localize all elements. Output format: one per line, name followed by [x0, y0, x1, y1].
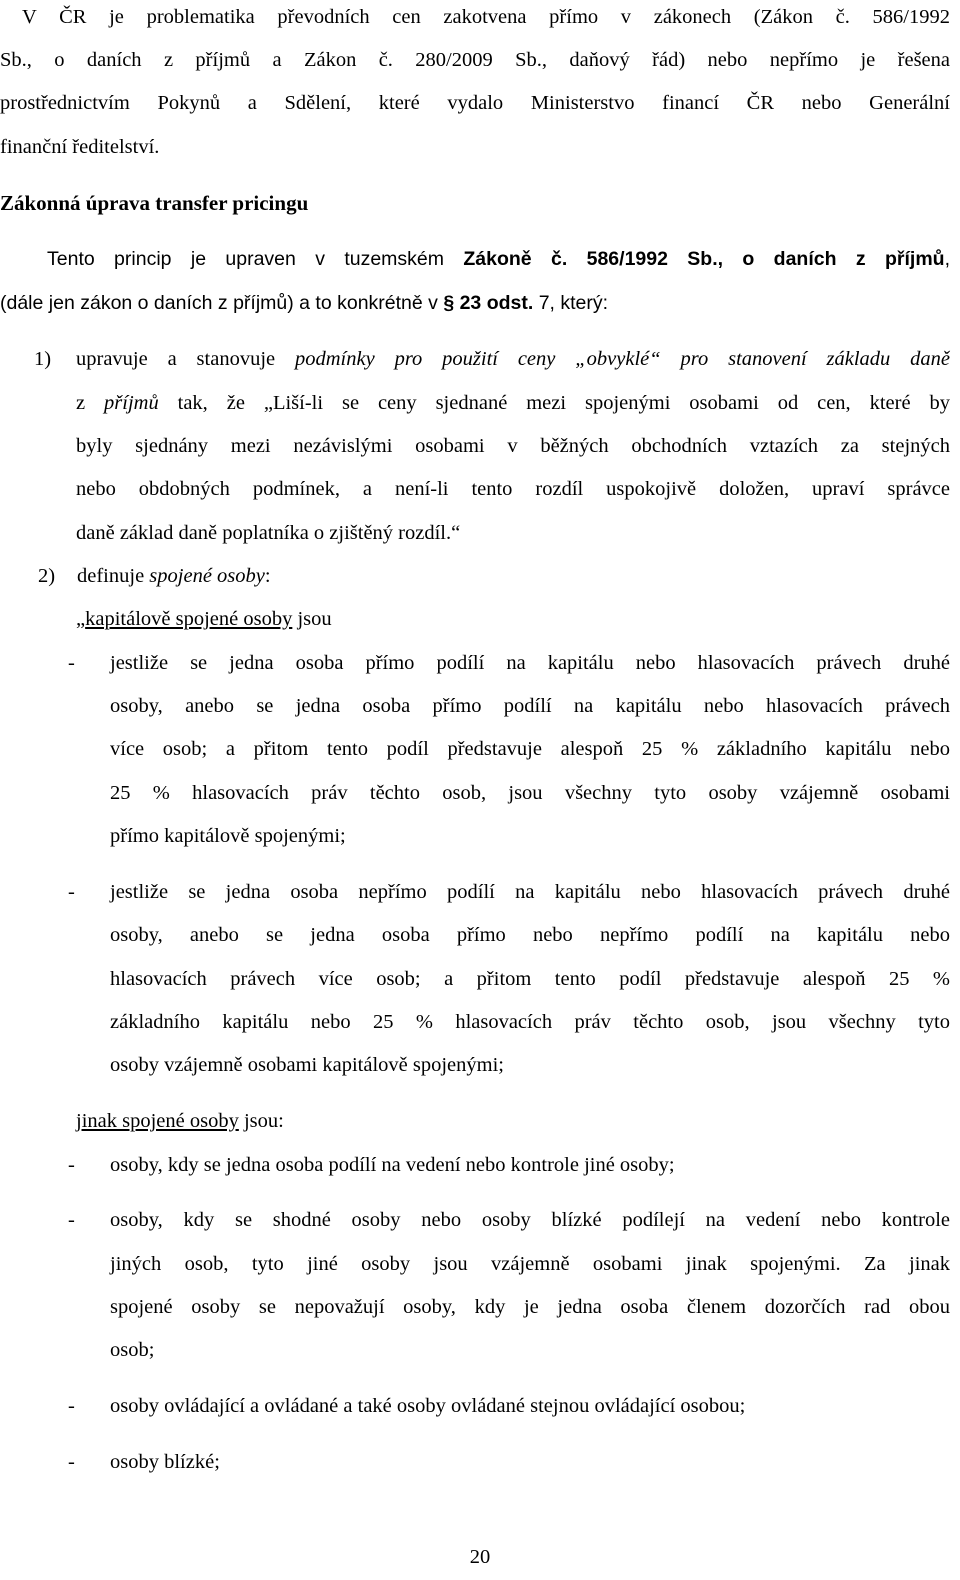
section-heading: Zákonná úprava transfer pricingu [0, 191, 309, 215]
text-line: V ČR je problematika převodních cen zakotvena přímo v zákonech (Zákon č. 586/1992 [22, 6, 950, 28]
text-line: jiných osob, tyto jiné osoby jsou vzájemně osobami jinak spojenými. Za jinak [110, 1253, 950, 1275]
item-number: 2) [38, 565, 56, 587]
text-run: upravuje a stanovuje [76, 348, 295, 370]
bullet-dash: - [68, 1209, 75, 1231]
text-line: přímo kapitálově spojenými; [110, 825, 346, 847]
emphasis: příjmů [104, 392, 159, 414]
bullet-dash: - [68, 1154, 75, 1176]
subheading [76, 1108, 284, 1134]
text-run: jsou: [238, 1110, 284, 1132]
emphasis: spojené osoby [149, 565, 265, 587]
text-line: základního kapitálu nebo 25 % hlasovacích práv těchto osob, jsou všechny tyto [110, 1011, 950, 1033]
text-line: spojené osoby se nepovažují osoby, kdy je jedna osoba členem dozorčích rad obou [110, 1296, 950, 1318]
text-run: Tento princip je upraven v tuzemském [47, 248, 464, 270]
term: jinak spojené osoby [76, 1110, 239, 1132]
text-line: hlasovacích právech více osob; a přitom tento podíl představuje alespoň 25 % [110, 968, 950, 990]
text-line: daně základ daně poplatníka o zjištěný rozdíl.“ [76, 522, 461, 544]
text-line: osoby vzájemně osobami kapitálově spojenými; [110, 1054, 504, 1076]
text-line: osoby ovládající a ovládané a také osoby ovládané stejnou ovládající osobou; [110, 1395, 746, 1417]
law-reference: Zákoně č. 586/1992 Sb. [463, 248, 718, 270]
text-line: jestliže se jedna osoba přímo podílí na kapitálu nebo hlasovacích právech druhé [110, 652, 950, 674]
text-line: jestliže se jedna osoba nepřímo podílí na kapitálu nebo hlasovacích právech druhé [110, 881, 950, 903]
text-line [76, 346, 950, 372]
subheading [76, 606, 332, 632]
bullet-dash: - [68, 652, 75, 674]
text-run: : [264, 565, 271, 587]
text-line: osoby, anebo se jedna osoba přímo podílí na kapitálu nebo hlasovacích právech [110, 695, 950, 717]
text-run: jsou [292, 608, 332, 630]
text-line [0, 290, 608, 316]
text-line [76, 390, 950, 416]
text-run: 7, který: [533, 292, 609, 314]
text-line: osoby, kdy se jedna osoba podílí na vedení nebo kontrole jiné osoby; [110, 1154, 675, 1176]
text-run: (dále jen zákon o daních z příjmů) a to konkrétně v [0, 292, 444, 314]
text-line: finanční ředitelství. [0, 136, 160, 158]
opening-quote: „ [76, 608, 86, 630]
law-title: , o daních z příjmů [717, 248, 945, 270]
text-line [77, 563, 271, 589]
bullet-dash: - [68, 1451, 75, 1473]
section-reference: § 23 odst. [443, 292, 534, 314]
term: kapitálově spojené osoby [85, 608, 293, 630]
text-line: 25 % hlasovacích práv těchto osob, jsou všechny tyto osoby vzájemně osobami [110, 782, 950, 804]
text-line: prostřednictvím Pokynů a Sdělení, které vydalo Ministerstvo financí ČR nebo Generální [0, 92, 950, 114]
bullet-dash: - [68, 1395, 75, 1417]
emphasis: podmínky pro použití ceny „obvyklé“ pro stanovení základu daně [295, 348, 951, 370]
text-line: osoby, anebo se jedna osoba přímo nebo nepřímo podílí na kapitálu nebo [110, 924, 950, 946]
text-line: byly sjednány mezi nezávislými osobami v běžných obchodních vztazích za stejných [76, 435, 950, 457]
text-line [47, 246, 950, 272]
text-line: osob; [110, 1339, 155, 1361]
text-line: Sb., o daních z příjmů a Zákon č. 280/2009 Sb., daňový řád) nebo nepřímo je řešena [0, 49, 950, 71]
text-run: tak, že „Liší-li se ceny sjednané mezi spojenými osobami od cen, které by [158, 392, 950, 414]
text-line: více osob; a přitom tento podíl představuje alespoň 25 % základního kapitálu nebo [110, 738, 950, 760]
item-number: 1) [34, 348, 52, 370]
text-run: , [944, 248, 950, 270]
text-run: z [76, 392, 105, 414]
bullet-dash: - [68, 881, 75, 903]
text-line: osoby blízké; [110, 1451, 220, 1473]
page-number: 20 [469, 1546, 491, 1568]
text-line: osoby, kdy se shodné osoby nebo osoby blízké podílejí na vedení nebo kontrole [110, 1209, 950, 1231]
text-run: definuje [77, 565, 150, 587]
text-line: nebo obdobných podmínek, a není-li tento rozdíl uspokojivě doložen, upraví správce [76, 478, 950, 500]
